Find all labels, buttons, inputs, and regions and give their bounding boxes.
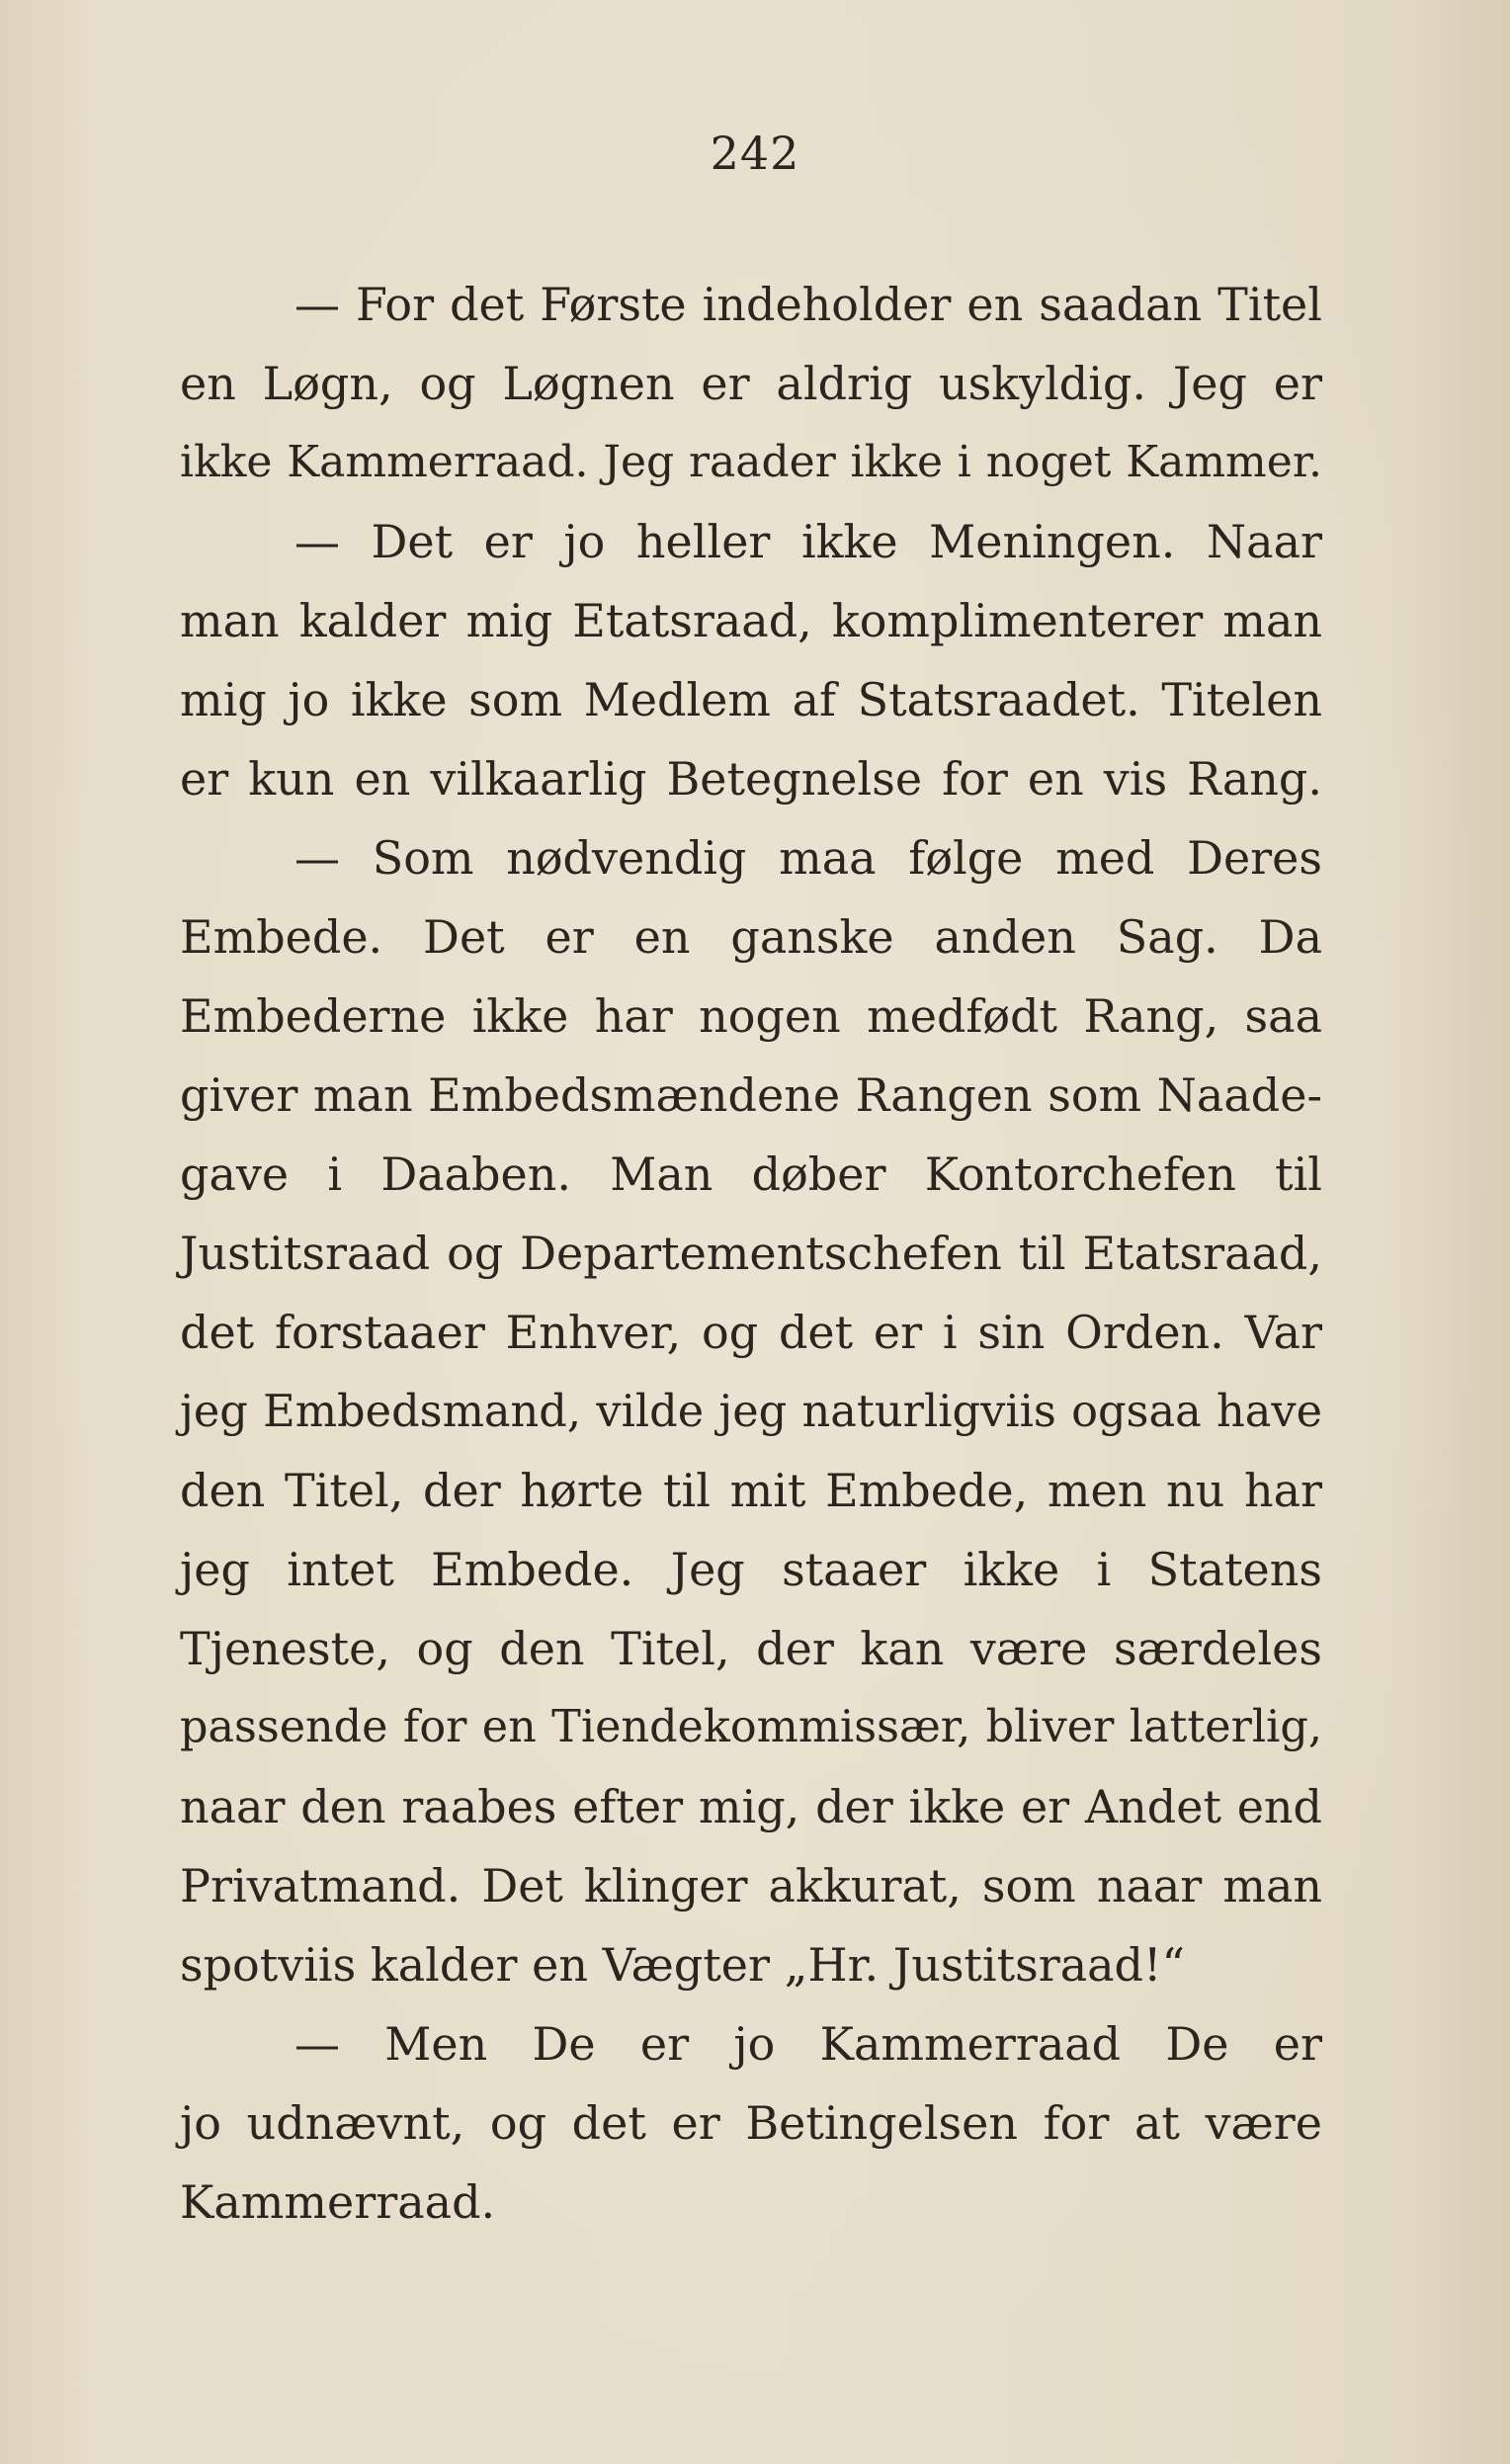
text-line: naar den raabes efter mig, der ikke er Andet end <box>180 1780 1322 1833</box>
text-line: — Det er jo heller ikke Meningen. Naar <box>294 515 1322 568</box>
text-line: jo udnævnt, og det er Betingelsen for at være <box>180 2096 1322 2150</box>
body-text <box>180 265 1322 2242</box>
text-line: den Titel, der hørte til mit Embede, men nu har <box>180 1464 1322 1517</box>
text-line: giver man Embedsmændene Rangen som Naade- <box>180 1068 1322 1122</box>
text-line: passende for en Tiendekommissær, bliver latterlig, <box>180 1702 1322 1752</box>
text-line: jeg Embedsmand, vilde jeg naturligviis ogsaa have <box>180 1386 1322 1437</box>
page-number: 242 <box>710 127 800 180</box>
text-line: en Løgn, og Løgnen er aldrig uskyldig. Jeg er <box>180 357 1322 410</box>
text-line: spotviis kalder en Vægter „Hr. Justitsraad!“ <box>180 1938 1186 1992</box>
text-line: det forstaaer Enhver, og det er i sin Orden. Var <box>180 1306 1322 1359</box>
text-line: Justitsraad og Departementschefen til Etatsraad, <box>180 1227 1322 1280</box>
text-line: man kalder mig Etatsraad, komplimenterer man <box>180 594 1322 647</box>
text-line: Embede. Det er en ganske anden Sag. Da <box>180 910 1322 964</box>
text-line: Privatmand. Det klinger akkurat, som naar man <box>180 1859 1322 1912</box>
text-line: Tjeneste, og den Titel, der kan være særdeles <box>180 1622 1322 1675</box>
text-line: jeg intet Embede. Jeg staaer ikke i Statens <box>180 1543 1322 1596</box>
text-line: Embederne ikke har nogen medfødt Rang, saa <box>180 989 1322 1043</box>
text-line: er kun en vilkaarlig Betegnelse for en vis Rang. <box>180 752 1322 806</box>
text-line: — For det Første indeholder en saadan Titel <box>294 278 1322 331</box>
text-line: — Som nødvendig maa følge med Deres <box>294 831 1322 885</box>
text-line: ikke Kammerraad. Jeg raader ikke i noget Kammer. <box>180 437 1322 487</box>
text-line: gave i Daaben. Man døber Kontorchefen til <box>180 1147 1322 1201</box>
text-line: Kammerraad. <box>180 2175 496 2229</box>
text-line: — Men De er jo Kammerraad De er <box>294 2017 1322 2071</box>
text-line: mig jo ikke som Medlem af Statsraadet. Titelen <box>180 673 1322 726</box>
